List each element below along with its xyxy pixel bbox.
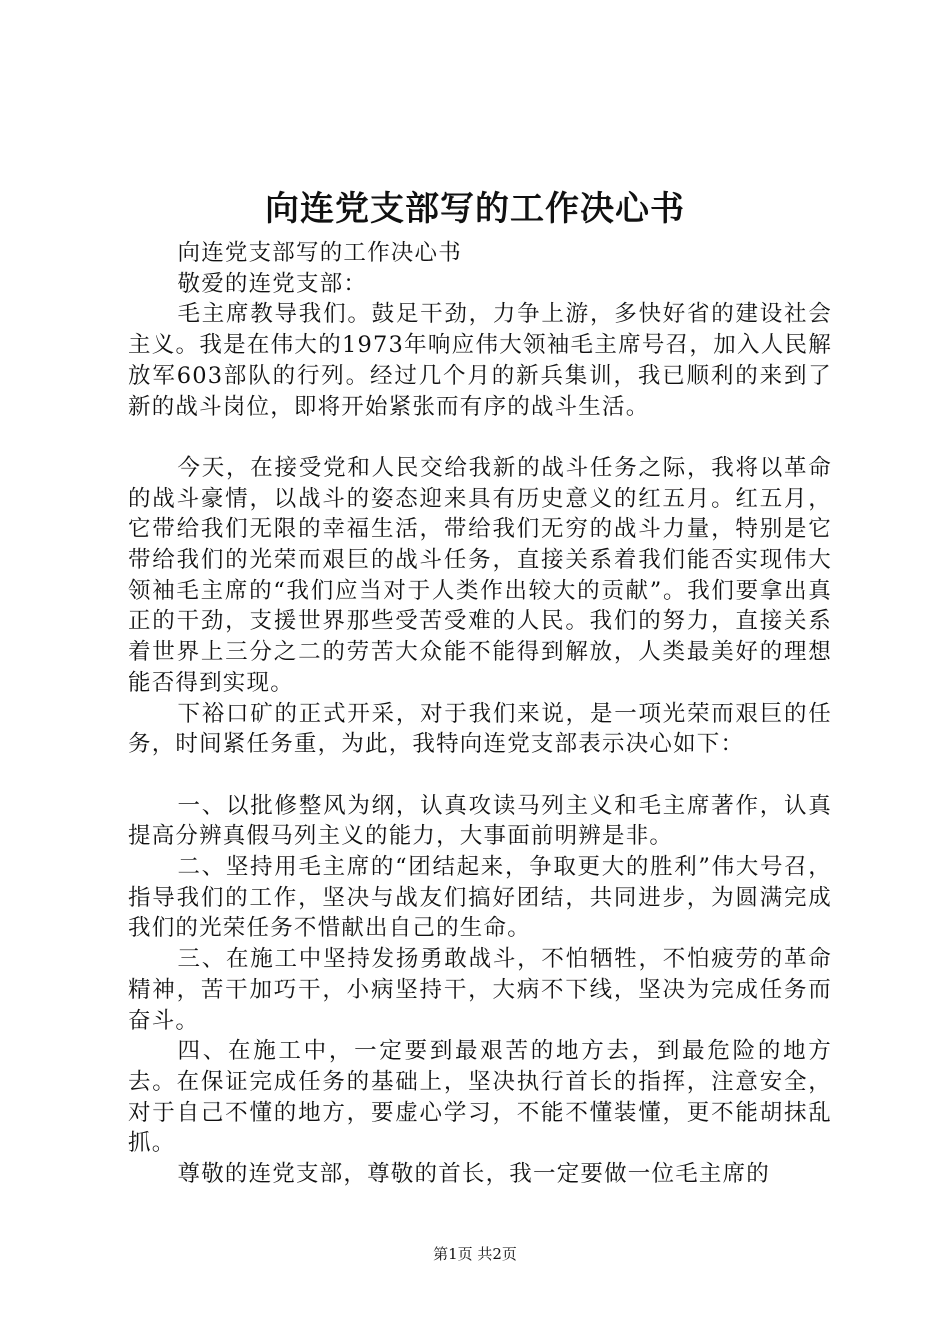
- page-title: 向连党支部写的工作决心书: [265, 189, 685, 229]
- body-paragraph: 毛主席教导我们。鼓足干劲，力争上游，多快好省的建设社会主义。我是在伟大的1973年响应伟大领袖毛主席号召，加入人民解放军603部队的行列。经过几个月的新兵集训，我已顺利的来到了新的战斗岗位，即将开始紧张而有序的战斗生活。: [128, 301, 832, 420]
- page-footer: 第1页 共2页: [433, 1245, 517, 1263]
- body-paragraph: 今天，在接受党和人民交给我新的战斗任务之际，我将以革命的战斗豪情，以战斗的姿态迎来具有历史意义的红五月。红五月，它带给我们无限的幸福生活，带给我们无穷的战斗力量，特别是它带给我们的光荣而艰巨的战斗任务，直接关系着我们能否实现伟大领袖毛主席的“我们应当对于人类作出较大的贡献”。我们要拿出真正的干劲，支援世界那些受苦受难的人民。我们的努力，直接关系着世界上三分之二的劳苦大众能不能得到解放，人类最美好的理想能否得到实现。: [128, 454, 832, 696]
- closing-paragraph: 尊敬的连党支部，尊敬的首长，我一定要做一位毛主席的: [177, 1161, 771, 1188]
- resolution-item-2: 二、坚持用毛主席的“团结起来，争取更大的胜利”伟大号召，指导我们的工作，坚决与战友们搞好团结，共同进步，为圆满完成我们的光荣任务不惜献出自己的生命。: [128, 854, 832, 942]
- resolution-item-4: 四、在施工中，一定要到最艰苦的地方去，到最危险的地方去。在保证完成任务的基础上，坚决执行首长的指挥，注意安全，对于自己不懂的地方，要虚心学习，不能不懂装懂，更不能胡抹乱抓。: [128, 1038, 832, 1157]
- resolution-item-3: 三、在施工中坚持发扬勇敢战斗，不怕牺牲，不怕疲劳的革命精神，苦干加巧干，小病坚持干，大病不下线，坚决为完成任务而奋斗。: [128, 946, 832, 1034]
- subtitle-paragraph: 向连党支部写的工作决心书: [177, 240, 462, 266]
- body-paragraph: 下裕口矿的正式开采，对于我们来说，是一项光荣而艰巨的任务，时间紧任务重，为此，我特向连党支部表示决心如下：: [128, 700, 832, 758]
- salutation-paragraph: 敬爱的连党支部：: [177, 270, 368, 297]
- document-body: [128, 238, 832, 1190]
- resolution-item-1: 一、以批修整风为纲，认真攻读马列主义和毛主席著作，认真提高分辨真假马列主义的能力，大事面前明辨是非。: [128, 792, 832, 850]
